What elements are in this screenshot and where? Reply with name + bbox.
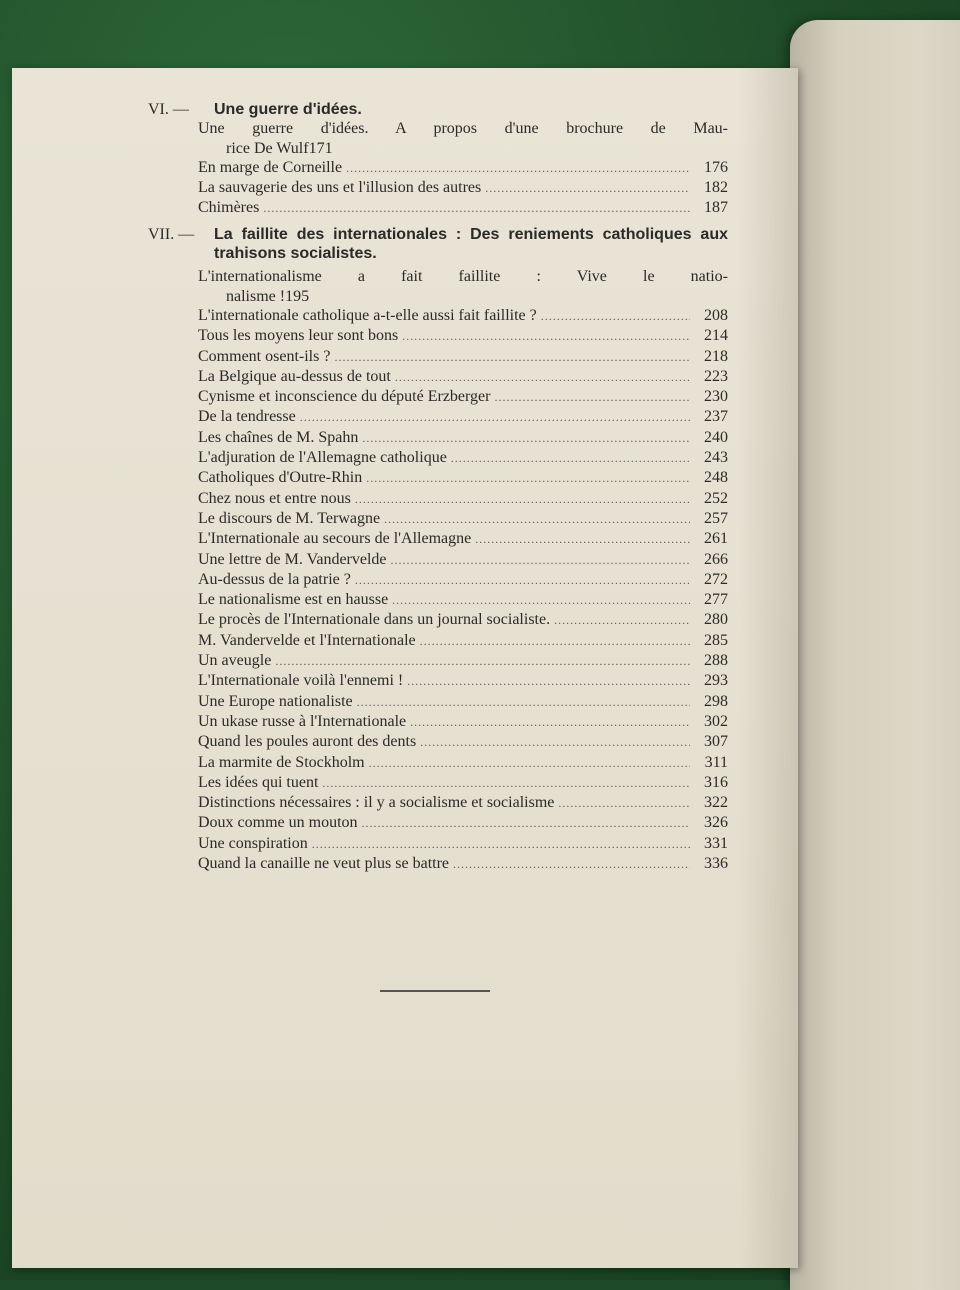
toc-entry: [198, 773, 728, 793]
toc-entry: [198, 407, 728, 427]
page-number: 316: [704, 773, 728, 791]
toc-entry: [198, 651, 728, 671]
page-number: 257: [704, 509, 728, 527]
section-number: VII. —: [148, 225, 195, 243]
toc-entry: [198, 158, 728, 178]
end-rule: [380, 990, 490, 992]
toc-entry: [198, 732, 728, 752]
entry-title: Comment osent-ils ?: [198, 347, 331, 365]
dot-leader: [362, 814, 690, 833]
toc-entry: [198, 306, 728, 326]
entry-title: Le procès de l'Internationale dans un journal socialiste.: [198, 611, 551, 629]
dot-leader: [410, 713, 690, 732]
page-number: 171: [308, 139, 333, 157]
entry-title: Doux comme un mouton: [198, 814, 358, 832]
section-title: Une guerre d'idées.: [214, 101, 362, 118]
page-number: 311: [704, 753, 728, 771]
entry-title: En marge de Corneille: [198, 158, 343, 176]
page-number: 252: [704, 489, 728, 507]
page-number: 293: [704, 672, 728, 690]
toc-entry: [198, 428, 728, 448]
toc-entry: [198, 448, 728, 468]
page-number: 218: [704, 347, 728, 365]
right-page: [790, 20, 960, 1290]
toc-entry: [198, 834, 728, 854]
page-number: 307: [704, 733, 728, 751]
toc-entry: [198, 631, 728, 651]
entry-title: Une Europe nationaliste: [198, 692, 353, 710]
entry-title: M. Vandervelde et l'Internationale: [198, 631, 416, 649]
page-number: 182: [704, 179, 728, 197]
toc-entry: [198, 267, 728, 306]
page-number: 266: [704, 550, 728, 568]
section-heading: [148, 225, 728, 264]
dot-leader: [494, 388, 690, 407]
entry-title: nalisme !: [226, 287, 286, 305]
dot-leader: [357, 693, 690, 712]
entry-title: Distinctions nécessaires : il y a socialisme et socialisme: [198, 794, 555, 812]
dot-leader: [391, 551, 690, 570]
toc-section: [148, 225, 728, 875]
page-shadow: [738, 68, 798, 1268]
entry-title: L'internationalisme a fait faillite : Vive le natio-: [198, 268, 728, 286]
entry-title: L'Internationale au secours de l'Allemagne: [198, 530, 472, 548]
page-number: 272: [704, 570, 728, 588]
entry-title: Les idées qui tuent: [198, 773, 319, 791]
page-number: 280: [704, 611, 728, 629]
toc-entry: [198, 854, 728, 874]
toc-entry: [198, 509, 728, 529]
entry-title: Une lettre de M. Vandervelde: [198, 550, 387, 568]
page-number: 261: [704, 530, 728, 548]
entry-title: Au-dessus de la patrie ?: [198, 570, 351, 588]
dot-leader: [300, 408, 690, 427]
toc-entry: [198, 119, 728, 158]
page-number: 195: [285, 287, 310, 305]
entry-title: L'adjuration de l'Allemagne catholique: [198, 449, 447, 467]
page-number: 237: [704, 408, 728, 426]
section-heading: [148, 100, 728, 119]
entry-title: Cynisme et inconscience du député Erzberger: [198, 388, 491, 406]
page-number: 230: [704, 388, 728, 406]
dot-leader: [541, 307, 690, 326]
page-number: 187: [704, 199, 728, 217]
page-number: 223: [704, 367, 728, 385]
page-number: 243: [704, 449, 728, 467]
toc-entry: [198, 550, 728, 570]
toc-entry: [198, 198, 728, 218]
toc-entry: [198, 712, 728, 732]
entry-title: De la tendresse: [198, 408, 296, 426]
toc-entry: [198, 326, 728, 346]
dot-leader: [369, 754, 690, 773]
page-number: 208: [704, 306, 728, 324]
toc-entry: [198, 489, 728, 509]
dot-leader: [312, 835, 690, 854]
toc-entry: [198, 671, 728, 691]
dot-leader: [485, 179, 690, 198]
entry-title: Quand la canaille ne veut plus se battre: [198, 854, 450, 872]
entry-title: Catholiques d'Outre-Rhin: [198, 469, 363, 487]
page-number: 298: [704, 692, 728, 710]
toc-entry: [198, 610, 728, 630]
dot-leader: [392, 591, 690, 610]
dot-leader: [453, 855, 690, 874]
dot-leader: [275, 652, 690, 671]
page-number: 331: [704, 834, 728, 852]
dot-leader: [420, 632, 690, 651]
dot-leader: [355, 490, 690, 509]
section-entries: [148, 119, 728, 218]
toc-section: [148, 100, 728, 219]
dot-leader: [362, 429, 690, 448]
entry-title: Le nationalisme est en hausse: [198, 591, 389, 609]
entry-title: Tous les moyens leur sont bons: [198, 327, 399, 345]
dot-leader: [346, 159, 690, 178]
entry-title: Chez nous et entre nous: [198, 489, 351, 507]
entry-title: La sauvagerie des uns et l'illusion des autres: [198, 179, 482, 197]
entry-title: Une conspiration: [198, 834, 308, 852]
dot-leader: [355, 571, 690, 590]
page-number: 240: [704, 428, 728, 446]
dot-leader: [475, 530, 690, 549]
toc-entry: [198, 468, 728, 488]
dot-leader: [402, 327, 690, 346]
dot-leader: [420, 733, 690, 752]
section-entries: [148, 267, 728, 874]
page-number: 336: [704, 854, 728, 872]
toc-entry: [198, 813, 728, 833]
entry-title: Le discours de M. Terwagne: [198, 509, 381, 527]
dot-leader: [366, 469, 690, 488]
entry-title: La Belgique au-dessus de tout: [198, 367, 391, 385]
section-title: La faillite des internationales : Des reniements catholiques aux trahisons socialistes.: [214, 225, 728, 263]
entry-title: Un aveugle: [198, 652, 272, 670]
page-number: 326: [704, 814, 728, 832]
dot-leader: [407, 672, 690, 691]
entry-title: Chimères: [198, 199, 260, 217]
dot-leader: [322, 774, 690, 793]
toc-entry: [198, 590, 728, 610]
toc-entry: [198, 367, 728, 387]
toc-entry: [198, 529, 728, 549]
entry-title: Les chaînes de M. Spahn: [198, 428, 359, 446]
dot-leader: [451, 449, 690, 468]
dot-leader: [334, 348, 690, 367]
dot-leader: [384, 510, 690, 529]
entry-title: L'internationale catholique a-t-elle aussi fait faillite ?: [198, 306, 537, 324]
toc-entry: [198, 692, 728, 712]
page-number: 285: [704, 631, 728, 649]
toc-entry: [198, 793, 728, 813]
dot-leader: [554, 611, 690, 630]
dot-leader: [263, 199, 690, 218]
entry-title: Quand les poules auront des dents: [198, 733, 417, 751]
page-number: 176: [704, 158, 728, 176]
entry-title: rice De Wulf: [226, 139, 309, 157]
page-number: 248: [704, 469, 728, 487]
toc-entry: [198, 753, 728, 773]
entry-title: La marmite de Stockholm: [198, 753, 365, 771]
page-number: 302: [704, 712, 728, 730]
dot-leader: [558, 794, 690, 813]
toc-entry: [198, 387, 728, 407]
section-number: VI. —: [148, 101, 189, 118]
page-number: 288: [704, 652, 728, 670]
page-number: 214: [704, 327, 728, 345]
entry-title: L'Internationale voilà l'ennemi !: [198, 672, 404, 690]
table-of-contents: [148, 100, 728, 878]
toc-entry: [198, 347, 728, 367]
dot-leader: [395, 368, 690, 387]
page-number: 322: [704, 794, 728, 812]
entry-title: Un ukase russe à l'Internationale: [198, 712, 407, 730]
entry-title: Une guerre d'idées. A propos d'une brochure de Mau-: [198, 120, 728, 138]
toc-entry: [198, 178, 728, 198]
page-number: 277: [704, 591, 728, 609]
toc-entry: [198, 570, 728, 590]
